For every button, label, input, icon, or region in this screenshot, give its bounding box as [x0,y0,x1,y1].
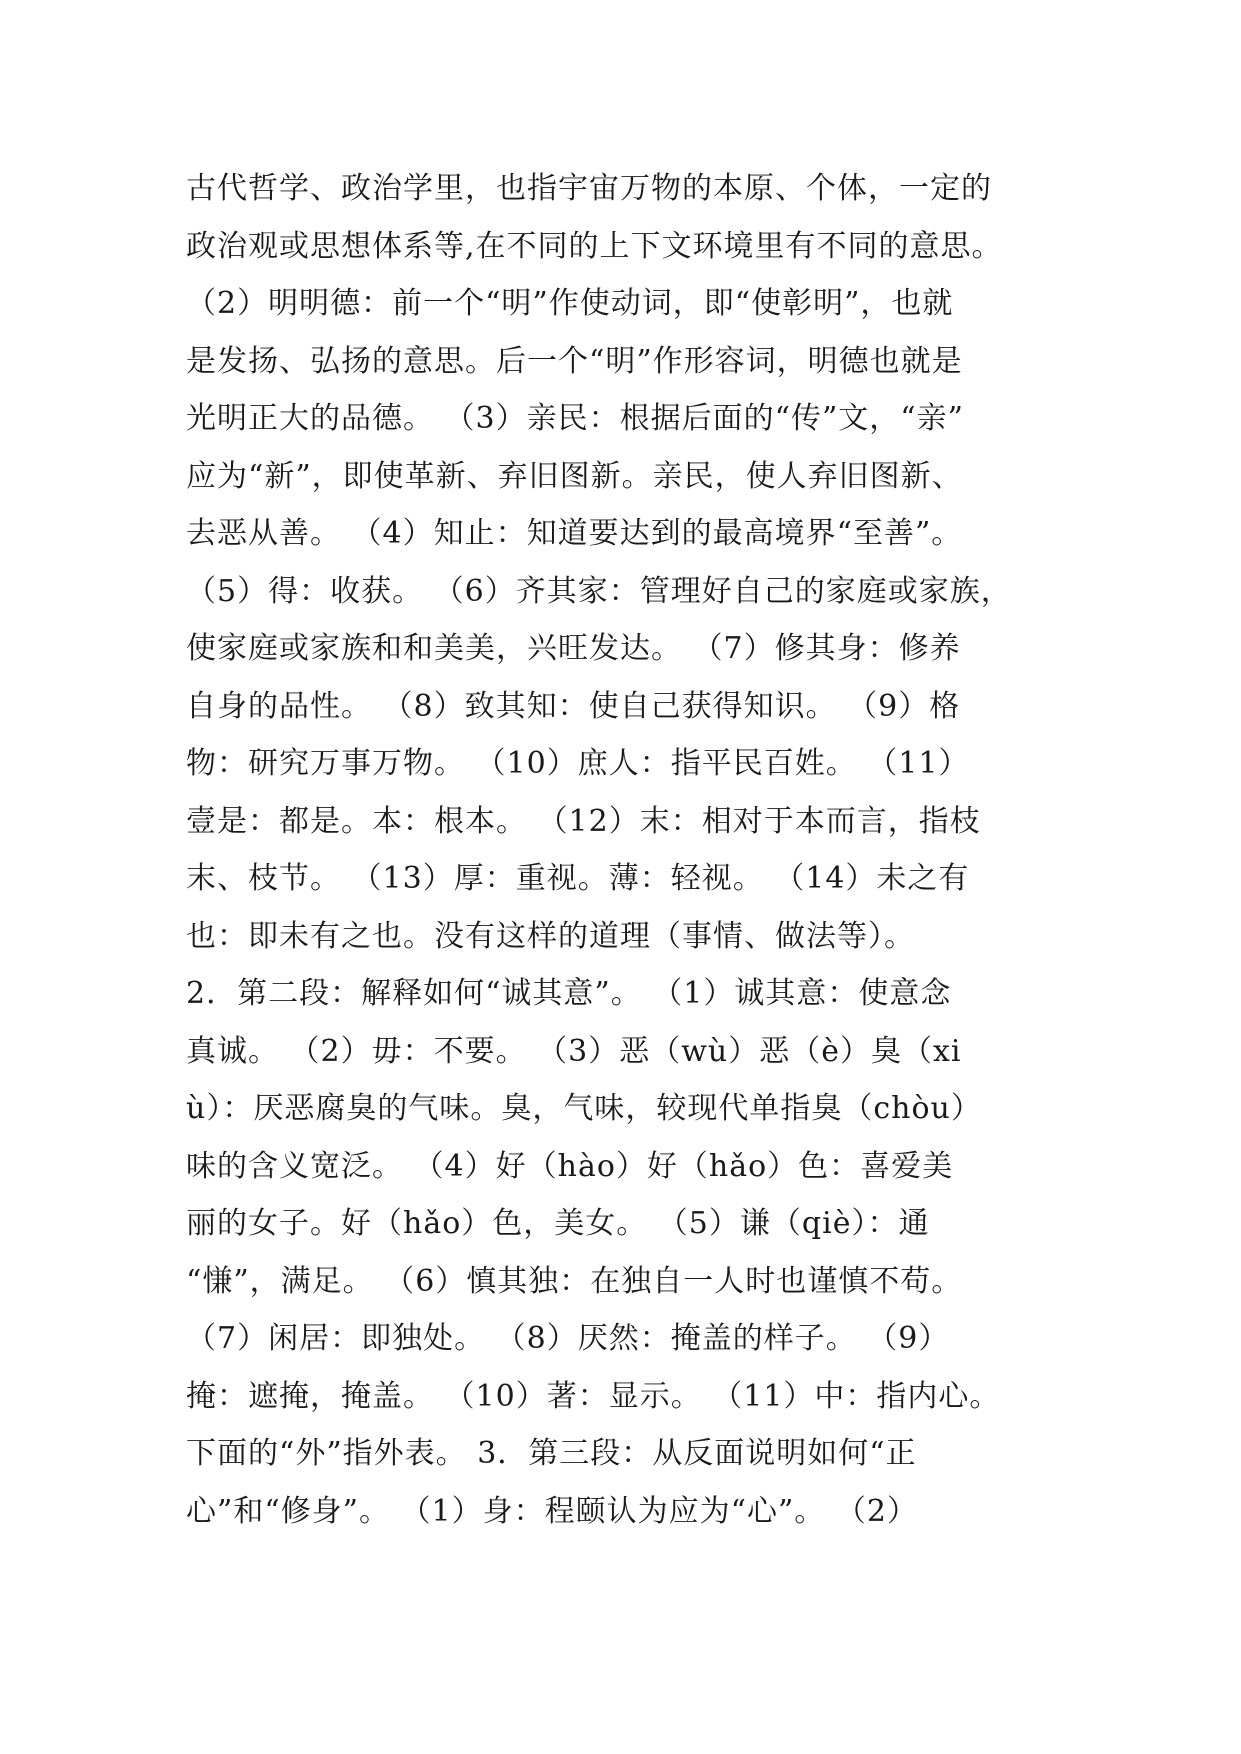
text-line: （2）明明德：前一个“明”作使动词，即“使彰明”，也就 [186,286,954,321]
text-line: 物：研究万事万物。 （10）庶人：指平民百姓。 （11） [186,746,970,781]
text-line: 下面的“外”指外表。 3．第三段：从反面说明如何“正 [186,1436,917,1471]
text-line: 末、枝节。 （13）厚：重视。薄：轻视。 （14）未之有 [186,861,970,896]
text-line: 心”和“修身”。 （1）身：程颐认为应为“心”。 （2） [186,1493,918,1529]
text-line: 2．第二段：解释如何“诚其意”。 （1）诚其意：使意念 [186,976,952,1011]
text-line: 自身的品性。 （8）致其知：使自己获得知识。 （9）格 [186,688,961,724]
text-line: （5）得：收获。 （6）齐其家：管理好自己的家庭或家族， [186,573,1012,609]
text-line: 去恶从善。 （4）知止：知道要达到的最高境界“至善”。 [186,516,963,551]
text-line: 使家庭或家族和和美美，兴旺发达。 （7）修其身：修养 [186,631,961,666]
text-line: 味的含义宽泛。 （4）好（hào）好（hǎo）色：喜爱美 [186,1148,954,1184]
text-line: （7）闲居：即独处。 （8）厌然：掩盖的样子。 （9） [186,1321,950,1356]
text-line: ù）：厌恶腐臭的气味。臭，气味，较现代单指臭（chòu） [186,1091,982,1126]
text-line: 壹是：都是。本：根本。 （12）末：相对于本而言，指枝 [186,803,981,839]
text-line: 政治观或思想体系等,在不同的上下文环境里有不同的意思。 [186,228,1003,264]
text-line: “慊”，满足。 （6）慎其独：在独自一人时也谨慎不苟。 [186,1263,963,1299]
text-line: 真诚。 （2）毋：不要。 （3）恶（wù）恶（è）臭（xi [186,1033,962,1069]
text-line: 光明正大的品德。 （3）亲民：根据后面的“传”文，“亲” [186,401,964,436]
text-line: 应为“新”，即使革新、弃旧图新。亲民，使人弃旧图新、 [186,458,963,494]
text-line: 也：即未有之也。没有这样的道理（事情、做法等）。 [186,918,915,954]
text-line: 是发扬、弘扬的意思。后一个“明”作形容词，明德也就是 [186,343,963,379]
text-line: 古代哲学、政治学里，也指宇宙万物的本原、个体，一定的 [186,171,992,206]
text-line: 掩：遮掩，掩盖。 （10）著：显示。 （11）中：指内心。 [186,1378,1001,1414]
text-line: 丽的女子。好（hǎo）色，美女。 （5）谦（qiè）：通 [186,1206,930,1241]
body-text [186,160,1086,1540]
